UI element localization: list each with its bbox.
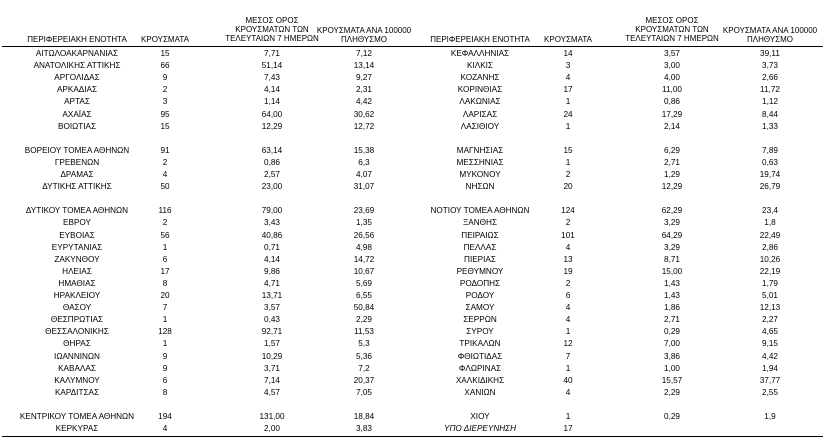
left-region-cell: ΘΕΣΠΡΩΤΙΑΣ [50, 315, 104, 325]
left-per100k-cell: 4,98 [356, 242, 372, 252]
right-region-cell: ΣΥΡΟΥ [466, 327, 494, 337]
right-cases-cell: 17 [563, 424, 573, 434]
left-region-cell: ΕΒΡΟΥ [63, 218, 91, 228]
left-per100k-cell: 1,35 [356, 218, 372, 228]
right-region-cell: ΥΠΟ ΔΙΕΡΕΥΝΗΣΗ [444, 424, 516, 434]
right-per100k-cell: 2,66 [762, 73, 778, 83]
table-row [2, 109, 823, 120]
table-row [2, 254, 823, 265]
right-per100k-cell: 1,94 [762, 363, 778, 373]
right-cases-cell: 1 [565, 363, 571, 373]
right-region-cell: ΝΗΣΩΝ [465, 182, 495, 192]
table-row [2, 133, 823, 144]
left-region-cell: ΑΧΑΪΑΣ [62, 109, 92, 119]
right-avg7-cell: 3,00 [664, 61, 680, 71]
right-per100k-cell: 1,12 [762, 97, 778, 107]
right-avg7-cell: 6,29 [664, 145, 680, 155]
right-region-cell: ΚΕΦΑΛΛΗΝΙΑΣ [450, 49, 510, 58]
table-row [2, 351, 823, 362]
left-cases-cell: 15 [160, 49, 170, 58]
left-region-cell: ΙΩΑΝΝΙΝΩΝ [54, 351, 100, 361]
left-region-cell: ΔΡΑΜΑΣ [60, 170, 94, 179]
left-region-cell: ΑΡΚΑΔΙΑΣ [56, 85, 98, 95]
right-cases-cell: 1 [565, 97, 571, 107]
left-avg7-cell: 23,00 [261, 182, 283, 192]
table-row [2, 399, 823, 410]
right-cases-cell: 20 [563, 182, 573, 192]
right-avg7-cell: 12,29 [661, 182, 683, 192]
right-region-cell: ΛΑΚΩΝΙΑΣ [459, 97, 501, 107]
left-avg7-cell: 92,71 [261, 327, 283, 337]
left-cases-cell: 66 [160, 61, 170, 71]
table-bottom-rule [2, 436, 823, 437]
right-cases-cell: 6 [565, 291, 571, 300]
left-avg7-cell: 40,86 [261, 230, 283, 240]
right-avg7-cell: 4,00 [664, 73, 680, 83]
table-row [2, 230, 823, 241]
right-cases-cell: 101 [561, 230, 575, 240]
table-header [2, 4, 823, 44]
right-cases-cell: 40 [563, 375, 573, 385]
right-region-cell: ΦΘΙΩΤΙΔΑΣ [457, 351, 503, 361]
cases-table [2, 4, 823, 438]
right-per100k-cell: 1,8 [764, 218, 776, 228]
left-avg7-cell: 63,14 [261, 145, 283, 155]
left-avg7-cell: 0,71 [264, 242, 280, 252]
left-avg7-cell: 4,57 [264, 387, 280, 397]
right-avg7-cell: 3,29 [664, 242, 680, 252]
left-avg7-cell: 3,57 [264, 303, 280, 313]
header-cases-right: ΚΡΟΥΣΜΑΤΑ [544, 35, 592, 44]
left-cases-cell: 15 [160, 121, 170, 131]
right-cases-cell: 2 [565, 278, 571, 288]
right-cases-cell: 2 [565, 218, 571, 228]
left-region-cell: ΘΑΣΟΥ [62, 303, 92, 313]
left-per100k-cell: 23,69 [353, 206, 375, 216]
left-cases-cell: 4 [162, 170, 168, 179]
left-per100k-cell: 50,84 [353, 303, 375, 313]
right-per100k-cell: 2,27 [762, 315, 778, 325]
left-cases-cell: 6 [162, 375, 168, 385]
right-cases-cell: 4 [565, 73, 571, 83]
table-row [2, 205, 823, 216]
table-row [2, 338, 823, 349]
left-avg7-cell: 2,57 [264, 170, 280, 179]
right-cases-cell: 19 [563, 266, 573, 276]
table-row [2, 411, 823, 422]
right-region-cell: ΦΛΩΡΙΝΑΣ [458, 363, 502, 373]
left-avg7-cell: 7,43 [264, 73, 280, 83]
right-cases-cell: 4 [565, 315, 571, 325]
right-region-cell: ΠΕΛΛΑΣ [463, 242, 497, 252]
table-row [2, 423, 823, 434]
left-per100k-cell: 11,53 [354, 327, 374, 337]
table-row [2, 375, 823, 386]
header-avg7-left: ΜΕΣΟΣ ΟΡΟΣ ΚΡΟΥΣΜΑΤΩΝ ΤΩΝ ΤΕΛΕΥΤΑΙΩΝ 7 ΗΜΕΡΩΝ [225, 16, 319, 43]
right-region-cell: ΤΡΙΚΑΛΩΝ [459, 339, 501, 349]
left-avg7-cell: 0,43 [264, 315, 280, 325]
right-cases-cell: 1 [565, 327, 571, 337]
left-region-cell: ΚΑΡΔΙΤΣΑΣ [54, 387, 100, 397]
right-region-cell: ΠΕΙΡΑΙΩΣ [461, 230, 499, 240]
right-region-cell: ΡΟΔΟΠΗΣ [459, 278, 501, 288]
left-per100k-cell: 4,42 [356, 97, 372, 107]
right-avg7-cell: 0,29 [664, 412, 680, 421]
left-per100k-cell: 26,56 [353, 230, 375, 240]
table-row [2, 121, 823, 132]
table-row [2, 157, 823, 168]
left-per100k-cell: 5,36 [356, 351, 372, 361]
left-region-cell: ΔΥΤΙΚΗΣ ΑΤΤΙΚΗΣ [42, 182, 112, 192]
right-per100k-cell: 22,49 [759, 230, 781, 240]
right-avg7-cell: 2,14 [664, 121, 680, 131]
left-region-cell: ΗΡΑΚΛΕΙΟΥ [53, 291, 101, 300]
left-region-cell: ΚΑΒΑΛΑΣ [58, 363, 96, 373]
left-cases-cell: 56 [160, 230, 170, 240]
table-row [2, 145, 823, 156]
right-per100k-cell: 23,4 [762, 206, 778, 216]
right-per100k-cell: 9,15 [762, 339, 778, 349]
table-row [2, 326, 823, 337]
table-row [2, 60, 823, 71]
right-cases-cell: 4 [565, 242, 571, 252]
left-per100k-cell: 13,14 [353, 61, 375, 71]
right-avg7-cell: 15,57 [661, 375, 683, 385]
left-cases-cell: 9 [162, 73, 168, 83]
left-cases-cell: 9 [162, 363, 168, 373]
left-per100k-cell: 18,84 [353, 412, 375, 421]
left-avg7-cell: 9,86 [264, 266, 280, 276]
right-region-cell: ΛΑΡΙΣΑΣ [462, 109, 498, 119]
table-row [2, 290, 823, 301]
left-region-cell: ΒΟΡΕΙΟΥ ΤΟΜΕΑ ΑΘΗΝΩΝ [24, 145, 130, 155]
left-region-cell: ΗΜΑΘΙΑΣ [58, 278, 96, 288]
left-region-cell: ΑΡΤΑΣ [64, 97, 90, 107]
left-avg7-cell: 79,00 [261, 206, 283, 216]
left-per100k-cell: 7,2 [358, 363, 370, 373]
right-cases-cell: 2 [565, 170, 571, 179]
right-per100k-cell: 10,26 [759, 254, 781, 264]
right-region-cell: ΛΑΣΙΘΙΟΥ [460, 121, 500, 131]
right-avg7-cell: 17,29 [661, 109, 683, 119]
table-row [2, 242, 823, 253]
right-cases-cell: 12 [563, 339, 573, 349]
right-per100k-cell: 39,11 [760, 49, 780, 58]
left-cases-cell: 8 [162, 278, 168, 288]
left-cases-cell: 1 [162, 315, 168, 325]
left-per100k-cell: 14,72 [353, 254, 375, 264]
left-avg7-cell: 131,00 [259, 412, 285, 421]
right-per100k-cell: 8,44 [762, 109, 778, 119]
header-divider [2, 46, 823, 47]
right-region-cell: ΜΑΓΝΗΣΙΑΣ [456, 145, 504, 155]
left-region-cell: ΘΗΡΑΣ [63, 339, 91, 349]
table-row [2, 278, 823, 289]
right-cases-cell: 15 [563, 145, 573, 155]
right-region-cell: ΡΟΔΟΥ [465, 291, 495, 300]
left-avg7-cell: 10,29 [261, 351, 283, 361]
left-avg7-cell: 4,14 [264, 85, 280, 95]
right-cases-cell: 7 [565, 351, 571, 361]
left-cases-cell: 128 [158, 327, 172, 337]
right-region-cell: ΧΑΛΚΙΔΙΚΗΣ [455, 375, 505, 385]
left-avg7-cell: 7,14 [264, 375, 280, 385]
left-avg7-cell: 51,14 [261, 61, 283, 71]
right-per100k-cell: 0,63 [762, 157, 778, 167]
left-avg7-cell: 0,86 [264, 157, 280, 167]
header-per100k-right: ΚΡΟΥΣΜΑΤΑ ΑΝΑ 100000 ΠΛΗΘΥΣΜΟ [722, 26, 818, 44]
right-cases-cell: 24 [563, 109, 573, 119]
right-avg7-cell: 0,86 [664, 97, 680, 107]
right-per100k-cell: 1,33 [762, 121, 778, 131]
left-per100k-cell: 9,27 [356, 73, 372, 83]
table-row [2, 302, 823, 313]
table-row [2, 48, 823, 59]
right-cases-cell: 1 [565, 121, 571, 131]
left-per100k-cell: 5,69 [356, 278, 372, 288]
right-avg7-cell: 64,29 [661, 230, 683, 240]
right-region-cell: ΚΟΖΑΝΗΣ [460, 73, 500, 83]
left-region-cell: ΔΥΤΙΚΟΥ ΤΟΜΕΑ ΑΘΗΝΩΝ [25, 206, 129, 216]
header-avg7-right: ΜΕΣΟΣ ΟΡΟΣ ΚΡΟΥΣΜΑΤΩΝ ΤΩΝ ΤΕΛΕΥΤΑΙΩΝ 7 ΗΜΕΡΩΝ [625, 16, 719, 43]
right-per100k-cell: 12,13 [759, 303, 781, 313]
table-row [2, 217, 823, 228]
left-per100k-cell: 15,38 [353, 145, 375, 155]
right-cases-cell: 14 [563, 49, 573, 58]
table-row [2, 363, 823, 374]
left-avg7-cell: 4,14 [264, 254, 280, 264]
right-per100k-cell: 19,74 [759, 170, 781, 179]
right-region-cell: ΧΙΟΥ [470, 412, 490, 421]
right-avg7-cell: 15,00 [661, 266, 683, 276]
header-region-right: ΠΕΡΙΦΕΡΕΙΑΚΗ ΕΝΟΤΗΤΑ [430, 35, 530, 44]
right-per100k-cell: 4,65 [762, 327, 778, 337]
right-per100k-cell: 22,19 [759, 266, 781, 276]
right-avg7-cell: 2,29 [664, 387, 680, 397]
left-region-cell: ΘΕΣΣΑΛΟΝΙΚΗΣ [45, 327, 109, 337]
right-avg7-cell: 3,86 [664, 351, 680, 361]
left-per100k-cell: 5,3 [358, 339, 370, 349]
left-cases-cell: 2 [162, 157, 168, 167]
right-per100k-cell: 3,73 [762, 61, 778, 71]
right-avg7-cell: 7,00 [664, 339, 680, 349]
right-avg7-cell: 62,29 [661, 206, 683, 216]
left-region-cell: ΑΙΤΩΛΟΑΚΑΡΝΑΝΙΑΣ [35, 49, 119, 58]
right-per100k-cell: 1,9 [764, 412, 776, 421]
left-region-cell: ΚΕΡΚΥΡΑΣ [55, 424, 99, 434]
right-avg7-cell: 1,00 [664, 363, 680, 373]
left-cases-cell: 7 [162, 303, 168, 313]
left-region-cell: ΚΑΛΥΜΝΟΥ [54, 375, 100, 385]
left-per100k-cell: 7,12 [356, 49, 372, 58]
left-cases-cell: 2 [162, 85, 168, 95]
left-region-cell: ΒΟΙΩΤΙΑΣ [57, 121, 97, 131]
right-region-cell: ΠΙΕΡΙΑΣ [464, 254, 496, 264]
header-cases-left: ΚΡΟΥΣΜΑΤΑ [141, 35, 189, 44]
right-per100k-cell: 5,01 [762, 291, 778, 300]
left-avg7-cell: 3,71 [264, 363, 280, 373]
table-row [2, 314, 823, 325]
right-avg7-cell: 2,71 [664, 157, 680, 167]
left-per100k-cell: 7,05 [356, 387, 372, 397]
left-region-cell: ΖΑΚΥΝΘΟΥ [54, 254, 100, 264]
left-avg7-cell: 64,00 [261, 109, 283, 119]
right-per100k-cell: 4,42 [762, 351, 778, 361]
right-region-cell: ΣΕΡΡΩΝ [463, 315, 497, 325]
left-avg7-cell: 4,71 [264, 278, 280, 288]
left-region-cell: ΕΥΡΥΤΑΝΙΑΣ [51, 242, 103, 252]
right-avg7-cell: 0,29 [664, 327, 680, 337]
left-per100k-cell: 10,67 [353, 266, 375, 276]
right-per100k-cell: 26,79 [759, 182, 781, 192]
right-region-cell: ΧΑΝΙΩΝ [464, 387, 496, 397]
right-cases-cell: 4 [565, 387, 571, 397]
left-cases-cell: 50 [160, 182, 170, 192]
left-cases-cell: 9 [162, 351, 168, 361]
right-region-cell: ΜΕΣΣΗΝΙΑΣ [456, 157, 504, 167]
left-per100k-cell: 12,72 [353, 121, 375, 131]
table-row [2, 266, 823, 277]
right-avg7-cell: 1,43 [664, 291, 680, 300]
header-region-left: ΠΕΡΙΦΕΡΕΙΑΚΗ ΕΝΟΤΗΤΑ [27, 35, 127, 44]
left-per100k-cell: 30,62 [353, 109, 375, 119]
left-per100k-cell: 2,29 [356, 315, 372, 325]
right-cases-cell: 1 [565, 412, 571, 421]
right-per100k-cell: 7,89 [762, 145, 778, 155]
left-region-cell: ΕΥΒΟΙΑΣ [59, 230, 95, 240]
left-cases-cell: 1 [162, 339, 168, 349]
left-region-cell: ΑΡΓΟΛΙΔΑΣ [54, 73, 100, 83]
right-cases-cell: 13 [563, 254, 573, 264]
left-per100k-cell: 6,3 [358, 157, 370, 167]
left-avg7-cell: 13,71 [261, 291, 283, 300]
left-per100k-cell: 4,07 [356, 170, 372, 179]
left-cases-cell: 116 [158, 206, 172, 216]
left-per100k-cell: 6,55 [356, 291, 372, 300]
right-region-cell: ΞΑΝΘΗΣ [462, 218, 498, 228]
left-cases-cell: 20 [160, 291, 170, 300]
right-cases-cell: 4 [565, 303, 571, 313]
left-per100k-cell: 2,31 [356, 85, 372, 95]
left-per100k-cell: 31,07 [353, 182, 375, 192]
left-per100k-cell: 20,37 [353, 375, 375, 385]
table-row [2, 96, 823, 107]
right-region-cell: ΚΟΡΙΝΘΙΑΣ [457, 85, 503, 95]
left-avg7-cell: 12,29 [261, 121, 283, 131]
right-per100k-cell: 11,72 [760, 85, 780, 95]
left-cases-cell: 95 [160, 109, 170, 119]
right-avg7-cell: 1,43 [664, 278, 680, 288]
right-per100k-cell: 37,77 [759, 375, 781, 385]
left-region-cell: ΚΕΝΤΡΙΚΟΥ ΤΟΜΕΑ ΑΘΗΝΩΝ [19, 412, 135, 421]
left-region-cell: ΑΝΑΤΟΛΙΚΗΣ ΑΤΤΙΚΗΣ [33, 61, 121, 71]
left-cases-cell: 2 [162, 218, 168, 228]
right-avg7-cell: 8,71 [664, 254, 680, 264]
table-row [2, 181, 823, 192]
right-cases-cell: 17 [563, 85, 573, 95]
right-avg7-cell: 1,86 [664, 303, 680, 313]
left-avg7-cell: 3,43 [264, 218, 280, 228]
right-region-cell: ΡΕΘΥΜΝΟΥ [456, 266, 504, 276]
right-cases-cell: 124 [561, 206, 575, 216]
left-cases-cell: 17 [160, 266, 170, 276]
left-cases-cell: 8 [162, 387, 168, 397]
right-avg7-cell: 2,71 [664, 315, 680, 325]
right-cases-cell: 3 [565, 61, 571, 71]
right-region-cell: ΣΑΜΟΥ [465, 303, 495, 313]
left-avg7-cell: 1,57 [264, 339, 280, 349]
right-avg7-cell: 3,29 [664, 218, 680, 228]
left-cases-cell: 3 [162, 97, 168, 107]
header-per100k-left: ΚΡΟΥΣΜΑΤΑ ΑΝΑ 100000 ΠΛΗΘΥΣΜΟ [316, 26, 412, 44]
left-avg7-cell: 1,14 [264, 97, 280, 107]
right-avg7-cell: 1,29 [664, 170, 680, 179]
left-cases-cell: 1 [162, 242, 168, 252]
left-cases-cell: 6 [162, 254, 168, 264]
left-cases-cell: 194 [158, 412, 172, 421]
right-per100k-cell: 1,79 [762, 278, 778, 288]
right-region-cell: ΚΙΛΚΙΣ [466, 61, 493, 71]
left-per100k-cell: 3,83 [356, 424, 372, 434]
right-per100k-cell: 2,86 [762, 242, 778, 252]
left-region-cell: ΗΛΕΙΑΣ [62, 266, 92, 276]
table-row [2, 84, 823, 95]
left-avg7-cell: 2,00 [264, 424, 280, 434]
left-avg7-cell: 7,71 [264, 49, 280, 58]
table-row [2, 72, 823, 83]
table-row [2, 387, 823, 398]
right-avg7-cell: 3,57 [664, 49, 680, 58]
right-per100k-cell: 2,55 [762, 387, 778, 397]
right-cases-cell: 1 [565, 157, 571, 167]
left-region-cell: ΓΡΕΒΕΝΩΝ [54, 157, 100, 167]
right-region-cell: ΜΥΚΟΝΟΥ [459, 170, 501, 179]
table-row [2, 169, 823, 180]
table-row [2, 193, 823, 204]
right-region-cell: ΝΟΤΙΟΥ ΤΟΜΕΑ ΑΘΗΝΩΝ [430, 206, 530, 216]
left-cases-cell: 4 [162, 424, 168, 434]
left-cases-cell: 91 [160, 145, 170, 155]
right-avg7-cell: 11,00 [662, 85, 682, 95]
